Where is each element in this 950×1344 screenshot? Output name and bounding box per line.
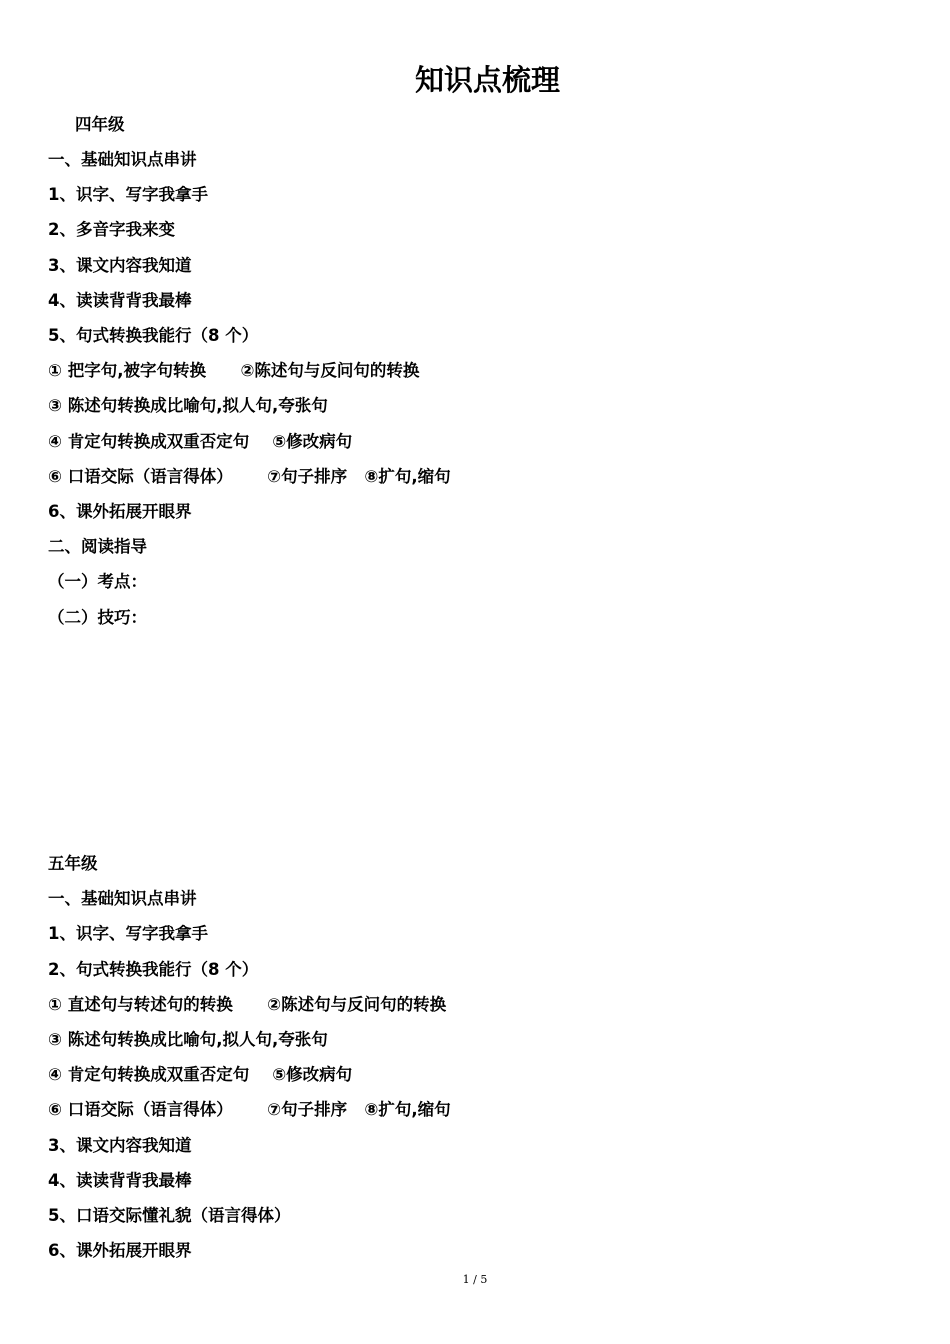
grade5-line: 1、识字、写字我拿手 [48,924,208,943]
grade5-line: ④ 肯定句转换成双重否定句 ⑤修改病句 [48,1065,353,1084]
grade4-line: ⑥ 口语交际（语言得体） ⑦句子排序 ⑧扩句,缩句 [48,467,451,486]
grade5-line: 5、口语交际懂礼貌（语言得体） [48,1206,291,1225]
grade5-line: 4、读读背背我最棒 [48,1171,192,1190]
grade4-line: ① 把字句,被字句转换 ②陈述句与反问句的转换 [48,361,420,380]
grade4-line: ④ 肯定句转换成双重否定句 ⑤修改病句 [48,432,353,451]
grade4-line: 3、课文内容我知道 [48,256,192,275]
grade4-line: 二、阅读指导 [48,537,147,556]
page-title: 知识点梳理 [414,63,560,97]
grade5-heading: 五年级 [48,854,98,873]
grade4-line: 2、多音字我来变 [48,220,175,239]
grade4-line: （一）考点： [48,572,147,591]
grade4-line: 1、识字、写字我拿手 [48,185,208,204]
grade5-line: ① 直述句与转述句的转换 ②陈述句与反问句的转换 [48,995,447,1014]
grade5-line: 一、基础知识点串讲 [48,889,197,908]
grade5-line: 3、课文内容我知道 [48,1136,192,1155]
grade4-line: （二）技巧： [48,608,147,627]
grade4-line: ③ 陈述句转换成比喻句,拟人句,夸张句 [48,396,328,415]
grade5-line: 6、课外拓展开眼界 [48,1241,192,1260]
grade4-line: 6、课外拓展开眼界 [48,502,192,521]
grade4-line: 一、基础知识点串讲 [48,150,197,169]
page-number: 1 / 5 [462,1273,488,1286]
grade5-line: ③ 陈述句转换成比喻句,拟人句,夸张句 [48,1030,328,1049]
grade4-line: 5、句式转换我能行（8 个） [48,326,259,345]
grade5-line: 2、句式转换我能行（8 个） [48,960,259,979]
grade4-line: 4、读读背背我最棒 [48,291,192,310]
grade4-heading: 四年级 [75,115,125,134]
grade5-line: ⑥ 口语交际（语言得体） ⑦句子排序 ⑧扩句,缩句 [48,1100,451,1119]
